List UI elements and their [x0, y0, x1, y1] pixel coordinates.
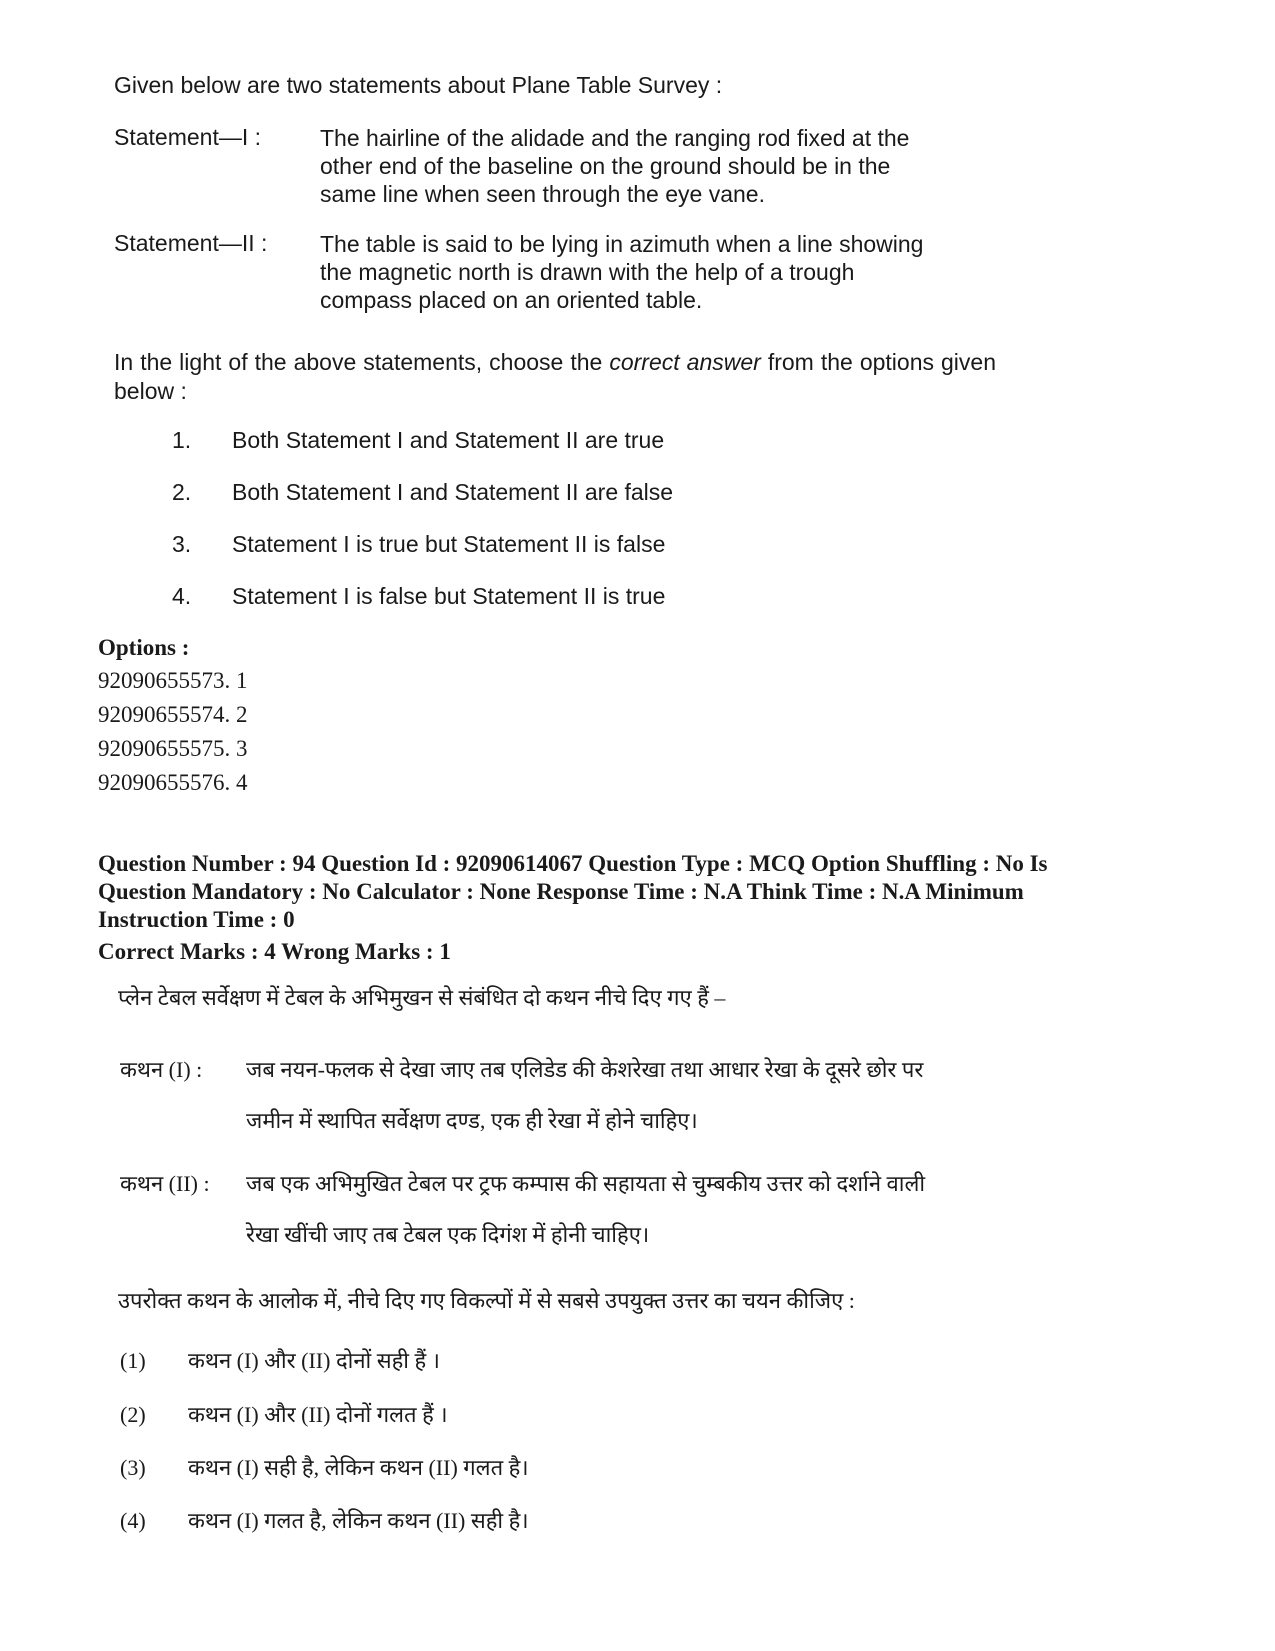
option-number: (4)	[120, 1508, 146, 1533]
hindi-statement-1-label: कथन (I) :	[120, 1057, 203, 1082]
hindi-statement-2-line: जब एक अभिमुखित टेबल पर ट्रफ कम्पास की सहायता से चुम्बकीय उत्तर को दर्शाने वाली	[246, 1171, 926, 1196]
hindi-intro: प्लेन टेबल सर्वेक्षण में टेबल के अभिमुखन से संबंधित दो कथन नीचे दिए गए हैं –	[118, 985, 726, 1010]
option-text: Statement I is true but Statement II is false	[232, 531, 666, 557]
statement-2-text	[320, 230, 996, 314]
question-intro: Given below are two statements about Plane Table Survey :	[114, 72, 723, 98]
hindi-option-4	[120, 1505, 529, 1535]
english-option-2	[172, 479, 673, 506]
english-option-4	[172, 583, 665, 610]
option-number: 4.	[172, 583, 192, 609]
option-text: Both Statement I and Statement II are false	[232, 479, 674, 505]
choose-italic: correct answer	[609, 349, 761, 375]
statement-1-text	[320, 124, 996, 208]
choose-prefix: In the light of the above statements, choose the	[114, 349, 610, 375]
statement-1-line: The hairline of the alidade and the ranging rod fixed at the	[320, 125, 910, 151]
statement-2-line: compass placed on an oriented table.	[320, 287, 703, 313]
statement-2-line: the magnetic north is drawn with the help of a trough	[320, 259, 855, 285]
option-text: Both Statement I and Statement II are true	[232, 427, 665, 453]
option-text: Statement I is false but Statement II is true	[232, 583, 666, 609]
hindi-option-2	[120, 1399, 448, 1429]
hindi-option-1	[120, 1345, 440, 1375]
option-number: (2)	[120, 1402, 146, 1427]
hindi-statement-1-line: जमीन में स्थापित सर्वेक्षण दण्ड, एक ही रेखा में होने चाहिए।	[246, 1108, 698, 1133]
statement-2-label: Statement—II :	[114, 230, 268, 256]
option-number: 3.	[172, 531, 192, 557]
statement-2-line: The table is said to be lying in azimuth when a line showing	[320, 231, 924, 257]
option-text: कथन (I) सही है, लेकिन कथन (II) गलत है।	[188, 1455, 529, 1480]
option-text: कथन (I) और (II) दोनों गलत हैं ।	[188, 1402, 448, 1427]
option-id-line: 92090655573. 1	[98, 668, 248, 693]
option-text: कथन (I) गलत है, लेकिन कथन (II) सही है।	[188, 1508, 529, 1533]
hindi-option-3	[120, 1452, 529, 1482]
option-text: कथन (I) और (II) दोनों सही हैं ।	[188, 1348, 441, 1373]
statement-1-label: Statement—I :	[114, 124, 262, 150]
meta-line: Question Mandatory : No Calculator : None Response Time : N.A Think Time : N.A Minimum	[98, 879, 1024, 904]
question-meta	[98, 850, 1198, 934]
english-option-3	[172, 531, 665, 558]
hindi-choose-instruction: उपरोक्त कथन के आलोक में, नीचे दिए गए विकल्पों में से सबसे उपयुक्त उत्तर का चयन कीजिए :	[118, 1288, 855, 1313]
choose-suffix: from the options given below :	[114, 349, 996, 404]
marks-line: Correct Marks : 4 Wrong Marks : 1	[98, 939, 451, 964]
option-id-line: 92090655576. 4	[98, 770, 248, 795]
meta-line: Question Number : 94 Question Id : 92090614067 Question Type : MCQ Option Shuffling : No Is	[98, 851, 1048, 876]
meta-line: Instruction Time : 0	[98, 907, 295, 932]
option-number: (3)	[120, 1455, 146, 1480]
option-id-line: 92090655574. 2	[98, 702, 248, 727]
option-number: 1.	[172, 427, 192, 453]
option-number: 2.	[172, 479, 192, 505]
hindi-statement-2-label: कथन (II) :	[120, 1171, 210, 1196]
hindi-statement-2-line: रेखा खींची जाए तब टेबल एक दिगंश में होनी चाहिए।	[246, 1222, 650, 1247]
hindi-statement-1-line: जब नयन-फलक से देखा जाए तब एलिडेड की केशरेखा तथा आधार रेखा के दूसरे छोर पर	[246, 1057, 924, 1082]
options-heading: Options :	[98, 635, 190, 660]
option-number: (1)	[120, 1348, 146, 1373]
english-option-1	[172, 427, 664, 454]
statement-1-line: other end of the baseline on the ground should be in the	[320, 153, 891, 179]
statement-1-line: same line when seen through the eye vane.	[320, 181, 765, 207]
option-id-line: 92090655575. 3	[98, 736, 248, 761]
choose-instruction	[114, 348, 996, 406]
